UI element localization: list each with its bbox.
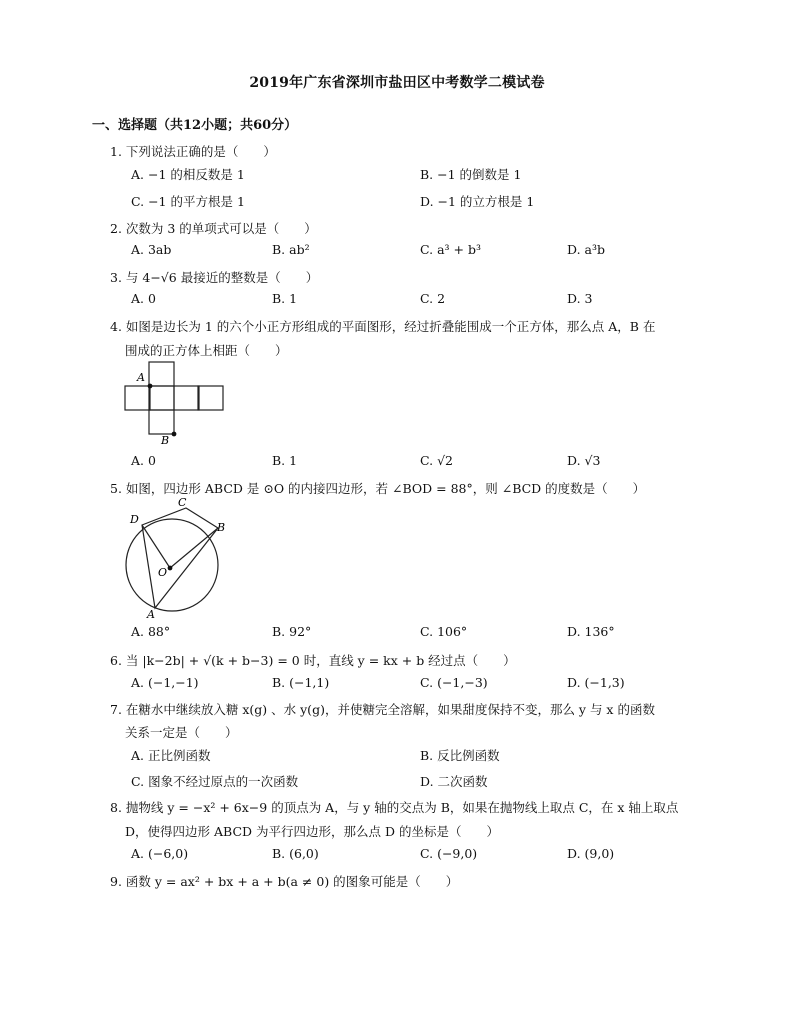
question-2-stem: 2. 次数为 3 的单项式可以是（ ） (110, 221, 317, 236)
point-a-label: A (137, 371, 145, 384)
q5-option-b[interactable]: B. 92° (272, 624, 312, 639)
q4-option-d[interactable]: D. √3 (567, 453, 601, 468)
q8-option-d[interactable]: D. (9,0) (567, 846, 615, 861)
q6-option-d[interactable]: D. (−1,3) (567, 675, 625, 690)
q2-option-d[interactable]: D. a³b (567, 242, 605, 257)
circle-quadrilateral-figure (122, 495, 234, 620)
q7-option-c[interactable]: C. 图象不经过原点的一次函数 (131, 774, 299, 789)
point-b-label: B (161, 434, 170, 447)
q5-option-a[interactable]: A. 88° (131, 624, 171, 639)
q3-option-b[interactable]: B. 1 (272, 291, 298, 306)
q2-option-c[interactable]: C. a³ + b³ (420, 242, 481, 257)
q4-option-b[interactable]: B. 1 (272, 453, 298, 468)
q8-option-c[interactable]: C. (−9,0) (420, 846, 478, 861)
question-6-stem: 6. 当 |k−2b| + √(k + b−3) = 0 时，直线 y = kx + b 经过点（ ） (110, 653, 516, 668)
q1-option-a[interactable]: A. −1 的相反数是 1 (131, 167, 245, 182)
page-title: 2019年广东省深圳市盐田区中考数学二模试卷 (249, 75, 545, 91)
question-8-stem: 8. 抛物线 y = −x² + 6x−9 的顶点为 A，与 y 轴的交点为 B，如果在抛物线上取点 C，在 x 轴上取点 (110, 800, 679, 815)
q1-option-b[interactable]: B. −1 的倒数是 1 (420, 167, 522, 182)
q5-option-d[interactable]: D. 136° (567, 624, 615, 639)
point-b-label: B (217, 521, 226, 534)
q3-option-c[interactable]: C. 2 (420, 291, 446, 306)
q7-option-d[interactable]: D. 二次函数 (420, 774, 488, 789)
section-heading: 一、选择题（共12小题；共60分） (92, 118, 298, 133)
q6-option-b[interactable]: B. (−1,1) (272, 675, 330, 690)
point-o-label: O (158, 566, 168, 579)
q7-option-b[interactable]: B. 反比例函数 (420, 748, 500, 763)
q8-option-b[interactable]: B. (6,0) (272, 846, 319, 861)
q4-option-a[interactable]: A. 0 (131, 453, 156, 468)
cube-net-figure (120, 360, 230, 450)
question-4-stem-cont: 围成的正方体上相距（ ） (125, 343, 288, 358)
point-c-label: C (178, 496, 187, 509)
question-4-stem: 4. 如图是边长为 1 的六个小正方形组成的平面图形，经过折叠能围成一个正方体，那么点 A，B 在 (110, 319, 656, 334)
question-1-stem: 1. 下列说法正确的是（ ） (110, 144, 276, 159)
question-7-stem: 7. 在糖水中继续放入糖 x(g) 、水 y(g)，并使糖完全溶解，如果甜度保持不变，那么 y 与 x 的函数 (110, 702, 655, 717)
q4-option-c[interactable]: C. √2 (420, 453, 453, 468)
q3-option-d[interactable]: D. 3 (567, 291, 593, 306)
q5-option-c[interactable]: C. 106° (420, 624, 468, 639)
question-3-stem: 3. 与 4−√6 最接近的整数是（ ） (110, 270, 319, 285)
question-5-stem: 5. 如图，四边形 ABCD 是 ⊙O 的内接四边形，若 ∠BOD = 88°，则 ∠BCD 的度数是（ ） (110, 481, 646, 496)
question-7-stem-cont: 关系一定是（ ） (125, 725, 238, 740)
q1-option-d[interactable]: D. −1 的立方根是 1 (420, 194, 535, 209)
question-8-stem-cont: D，使得四边形 ABCD 为平行四边形，那么点 D 的坐标是（ ） (125, 824, 499, 839)
q1-option-c[interactable]: C. −1 的平方根是 1 (131, 194, 245, 209)
q7-option-a[interactable]: A. 正比例函数 (131, 748, 211, 763)
q6-option-c[interactable]: C. (−1,−3) (420, 675, 488, 690)
point-a-label: A (147, 608, 155, 621)
q2-option-a[interactable]: A. 3ab (131, 242, 172, 257)
q6-option-a[interactable]: A. (−1,−1) (131, 675, 199, 690)
point-d-label: D (130, 513, 139, 526)
q2-option-b[interactable]: B. ab² (272, 242, 310, 257)
q3-option-a[interactable]: A. 0 (131, 291, 156, 306)
question-9-stem: 9. 函数 y = ax² + bx + a + b(a ≠ 0) 的图象可能是（ ） (110, 874, 459, 889)
q8-option-a[interactable]: A. (−6,0) (131, 846, 189, 861)
